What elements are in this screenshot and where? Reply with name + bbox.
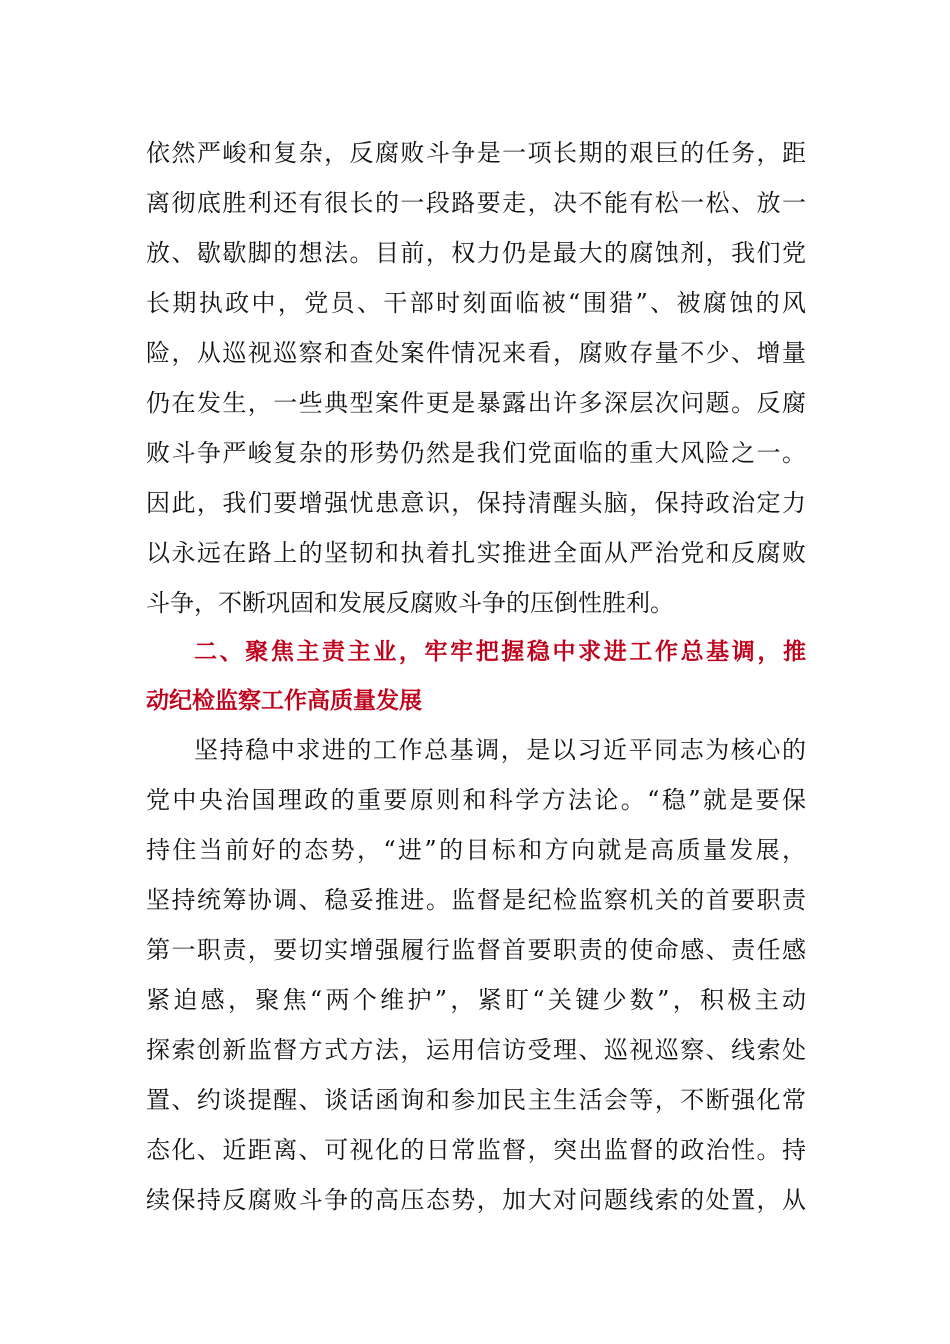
paragraph-1-line-3: 放、歇歇脚的想法。目前，权力仍是最大的腐蚀剂，我们党 — [146, 239, 806, 267]
paragraph-1-line-5: 险，从巡视巡察和查处案件情况来看，腐败存量不少、增量 — [146, 339, 806, 367]
paragraph-1-line-8: 因此，我们要增强忧患意识，保持清醒头脑，保持政治定力 — [146, 489, 806, 517]
paragraph-2-line-10: 续保持反腐败斗争的高压态势，加大对问题线索的处置，从 — [146, 1186, 806, 1214]
paragraph-2-line-1: 坚持稳中求进的工作总基调，是以习近平同志为核心的 — [194, 736, 806, 764]
paragraph-2-line-7: 探索创新监督方式方法，运用信访受理、巡视巡察、线索处 — [146, 1036, 806, 1064]
section-heading-2-line-2: 动纪检监察工作高质量发展 — [146, 688, 422, 714]
paragraph-1-line-6: 仍在发生，一些典型案件更是暴露出许多深层次问题。反腐 — [146, 389, 806, 417]
paragraph-1-line-7: 败斗争严峻复杂的形势仍然是我们党面临的重大风险之一。 — [146, 439, 806, 467]
paragraph-1-line-9: 以永远在路上的坚韧和执着扎实推进全面从严治党和反腐败 — [146, 539, 806, 567]
paragraph-2-line-8: 置、约谈提醒、谈话函询和参加民主生活会等，不断强化常 — [146, 1086, 806, 1114]
paragraph-1-line-1: 依然严峻和复杂，反腐败斗争是一项长期的艰巨的任务，距 — [146, 139, 806, 167]
paragraph-2-line-9: 态化、近距离、可视化的日常监督，突出监督的政治性。持 — [146, 1136, 806, 1164]
paragraph-2-line-3: 持住当前好的态势，“进”的目标和方向就是高质量发展， — [146, 836, 806, 864]
paragraph-2-line-2: 党中央治国理政的重要原则和科学方法论。“稳”就是要保 — [146, 786, 806, 814]
paragraph-1-line-10: 斗争，不断巩固和发展反腐败斗争的压倒性胜利。 — [146, 589, 674, 617]
paragraph-2-line-6: 紧迫感，聚焦“两个维护”，紧盯“关键少数”，积极主动 — [146, 986, 806, 1014]
paragraph-2-line-5: 第一职责，要切实增强履行监督首要职责的使命感、责任感 — [146, 936, 806, 964]
paragraph-1-line-2: 离彻底胜利还有很长的一段路要走，决不能有松一松、放一 — [146, 189, 806, 217]
section-heading-2-line-1: 二、聚焦主责主业，牢牢把握稳中求进工作总基调，推 — [194, 639, 806, 665]
paragraph-2-line-4: 坚持统筹协调、稳妥推进。监督是纪检监察机关的首要职责 — [146, 886, 806, 914]
paragraph-1-line-4: 长期执政中，党员、干部时刻面临被“围猎”、被腐蚀的风 — [146, 289, 806, 317]
